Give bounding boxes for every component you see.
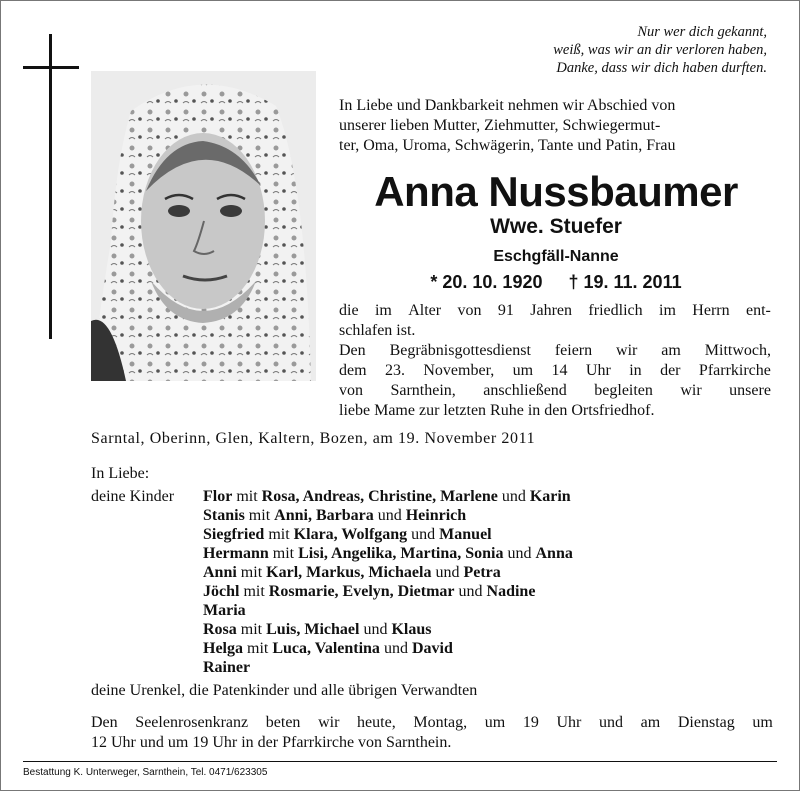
text-line: 12 Uhr und um 19 Uhr in der Pfarrkirche von Sarnthein. bbox=[91, 734, 452, 751]
list-item: deine Kinder Flor mit Rosa, Andreas, Christine, Marlene und Karin bbox=[91, 488, 571, 505]
text-line: dem 23. November, um 14 Uhr in der Pfarrkirche bbox=[339, 362, 771, 379]
text-line: von Sarnthein, anschließend begleiten wir unsere bbox=[339, 382, 771, 399]
memorial-quote bbox=[553, 23, 767, 77]
deceased-name: Anna Nussbaumer bbox=[374, 168, 738, 215]
portrait-photo bbox=[91, 71, 316, 381]
other-mourners: deine Urenkel, die Patenkinder und alle übrigen Verwandten bbox=[91, 682, 478, 699]
footer-divider bbox=[23, 761, 777, 762]
quote-line: weiß, was wir an dir verloren haben, bbox=[553, 42, 767, 58]
quote-line: Nur wer dich gekannt, bbox=[637, 24, 767, 40]
mourners-heading: In Liebe: bbox=[91, 465, 150, 482]
birth-date: * 20. 10. 1920 bbox=[430, 272, 543, 292]
children-list bbox=[91, 487, 573, 677]
list-item: Siegfried mit Klara, Wolfgang und Manuel bbox=[203, 526, 492, 543]
place-and-date: Sarntal, Oberinn, Glen, Kaltern, Bozen, am 19. November 2011 bbox=[91, 430, 536, 447]
text-line: Den Begräbnisgottesdienst feiern wir am Mittwoch, bbox=[339, 342, 771, 359]
list-item: Jöchl mit Rosmarie, Evelyn, Dietmar und Nadine bbox=[203, 583, 536, 600]
nickname: Eschgfäll-Nanne bbox=[493, 248, 619, 265]
death-notice-text bbox=[339, 301, 771, 421]
list-item: Anni mit Karl, Markus, Michaela und Petra bbox=[203, 564, 501, 581]
funeral-home-credit: Bestattung K. Unterweger, Sarnthein, Tel. 0471/623305 bbox=[23, 767, 268, 778]
quote-line: Danke, dass wir dich haben durften. bbox=[556, 60, 767, 76]
text-line: liebe Mame zur letzten Ruhe in den Ortsfriedhof. bbox=[339, 402, 655, 419]
text-line: schlafen ist. bbox=[339, 322, 416, 339]
death-date: † 19. 11. 2011 bbox=[568, 272, 682, 292]
list-item: Helga mit Luca, Valentina und David bbox=[203, 640, 453, 657]
list-item: Stanis mit Anni, Barbara und Heinrich bbox=[203, 507, 467, 524]
widow-of: Wwe. Stuefer bbox=[490, 215, 622, 238]
list-item: Rosa mit Luis, Michael und Klaus bbox=[203, 621, 432, 638]
life-dates bbox=[339, 271, 773, 293]
intro-line: ter, Oma, Uroma, Schwägerin, Tante und Patin, Frau bbox=[339, 137, 676, 154]
list-item: Maria bbox=[203, 602, 246, 619]
text-line: Den Seelenrosenkranz beten wir heute, Montag, um 19 Uhr und am Dienstag um bbox=[91, 714, 773, 731]
cross-icon bbox=[49, 34, 52, 339]
list-item: Rainer bbox=[203, 659, 251, 676]
intro-line: unserer lieben Mutter, Ziehmutter, Schwiegermut- bbox=[339, 117, 661, 134]
intro-line: In Liebe und Dankbarkeit nehmen wir Abschied von bbox=[339, 97, 676, 114]
list-item: Hermann mit Lisi, Angelika, Martina, Sonia und Anna bbox=[203, 545, 573, 562]
rosary-notice bbox=[91, 713, 773, 753]
children-label: deine Kinder bbox=[91, 488, 175, 505]
text-line: die im Alter von 91 Jahren friedlich im Herrn ent- bbox=[339, 302, 771, 319]
cross-icon-bar bbox=[23, 66, 79, 69]
intro-text bbox=[339, 96, 773, 156]
